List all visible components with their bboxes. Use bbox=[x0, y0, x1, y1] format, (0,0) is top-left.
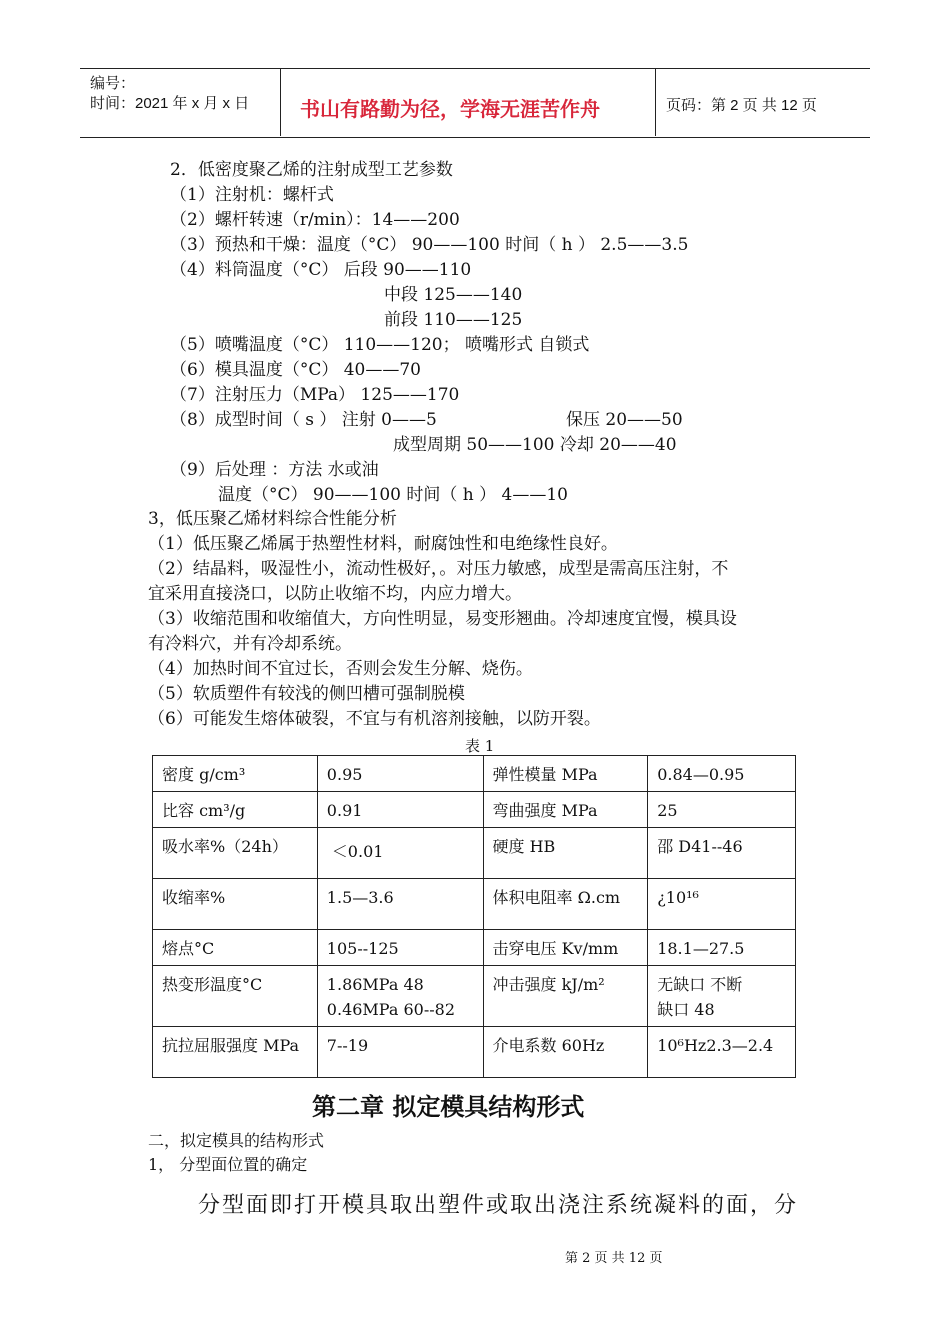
param-line: 保压 20——50 bbox=[566, 410, 683, 430]
table-cell: 10⁶Hz2.3—2.4 bbox=[648, 1027, 796, 1078]
param-line: （4）料筒温度（°C） 后段 90——110 bbox=[170, 260, 472, 280]
body-text: 分型面即打开模具取出塑件或取出浇注系统凝料的面，分 bbox=[198, 1193, 799, 1218]
param-line: （5）喷嘴温度（°C） 110——120； 喷嘴形式 自锁式 bbox=[170, 335, 590, 355]
table-cell: 无缺口 不断 缺口 48 bbox=[648, 966, 796, 1027]
table-row bbox=[153, 792, 796, 828]
section-title: 2．低密度聚乙烯的注射成型工艺参数 bbox=[170, 160, 453, 180]
properties-table bbox=[152, 755, 796, 1078]
table-row bbox=[153, 930, 796, 966]
table-cell: 冲击强度 kJ/m² bbox=[483, 966, 648, 1027]
table-cell: 抗拉屈服强度 MPa bbox=[153, 1027, 318, 1078]
param-line: 中段 125——140 bbox=[384, 285, 523, 305]
section-title: 3，低压聚乙烯材料综合性能分析 bbox=[148, 509, 397, 529]
table-row bbox=[153, 756, 796, 792]
table-cell: 7--19 bbox=[317, 1027, 483, 1078]
chapter-title: 第二章 拟定模具结构形式 bbox=[312, 1093, 585, 1121]
table-cell: 0.84—0.95 bbox=[648, 756, 796, 792]
analysis-line: （1）低压聚乙烯属于热塑性材料，耐腐蚀性和电绝缘性良好。 bbox=[148, 534, 618, 554]
header-divider bbox=[655, 68, 656, 136]
analysis-line: 有冷料穴，并有冷却系统。 bbox=[148, 634, 352, 654]
param-line: （3）预热和干燥：温度（°C） 90——100 时间（ h ） 2.5——3.5 bbox=[170, 235, 689, 255]
table-cell: 体积电阻率 Ω.cm bbox=[483, 879, 648, 930]
param-line: （2）螺杆转速（r/min）：14——200 bbox=[170, 210, 460, 230]
param-line: （6）模具温度（°C） 40——70 bbox=[170, 360, 421, 380]
table-cell: 1.5—3.6 bbox=[317, 879, 483, 930]
param-line: 成型周期 50——100 冷却 20——40 bbox=[393, 435, 677, 455]
table-cell: 击穿电压 Kv/mm bbox=[483, 930, 648, 966]
table-cell: 吸水率%（24h） bbox=[153, 828, 318, 879]
analysis-line: 宜采用直接浇口，以防止收缩不均，内应力增大。 bbox=[148, 584, 522, 604]
param-line: 温度（°C） 90——100 时间（ h ） 4——10 bbox=[218, 485, 569, 505]
table-cell: 介电系数 60Hz bbox=[483, 1027, 648, 1078]
param-line: （8）成型时间（ s ） 注射 0——5 bbox=[170, 410, 437, 430]
table-cell: 弯曲强度 MPa bbox=[483, 792, 648, 828]
param-line: （9）后处理 ：方法 水或油 bbox=[170, 460, 379, 480]
header-divider bbox=[280, 68, 281, 136]
analysis-line: （6）可能发生熔体破裂，不宜与有机溶剂接触，以防开裂。 bbox=[148, 709, 601, 729]
table-row bbox=[153, 966, 796, 1027]
subheading: 二，拟定模具的结构形式 bbox=[148, 1131, 325, 1150]
table-cell: 比容 cm³/g bbox=[153, 792, 318, 828]
table-cell: 熔点°C bbox=[153, 930, 318, 966]
table-cell: 18.1—27.5 bbox=[648, 930, 796, 966]
table-cell: 邵 D41--46 bbox=[648, 828, 796, 879]
analysis-line: （5）软质塑件有较浅的侧凹槽可强制脱模 bbox=[148, 684, 465, 704]
analysis-line: （2）结晶料，吸湿性小，流动性极好，。对压力敏感，成型是需高压注射，不 bbox=[148, 559, 729, 579]
header-motto: 书山有路勤为径，学海无涯苦作舟 bbox=[300, 99, 600, 121]
table-cell: ¿10¹⁶ bbox=[648, 879, 796, 930]
param-line: （1）注射机：螺杆式 bbox=[170, 185, 334, 205]
analysis-line: （4）加热时间不宜过长，否则会发生分解、烧伤。 bbox=[148, 659, 533, 679]
table-cell: ＜0.01 bbox=[317, 828, 483, 879]
table-row bbox=[153, 879, 796, 930]
param-line: 前段 110——125 bbox=[384, 310, 523, 330]
subheading: 1， 分型面位置的确定 bbox=[148, 1155, 308, 1174]
table-cell: 弹性模量 MPa bbox=[483, 756, 648, 792]
table-caption: 表 1 bbox=[465, 737, 495, 755]
table-cell: 硬度 HB bbox=[483, 828, 648, 879]
page-info: 页码：第 2 页 共 12 页 bbox=[666, 97, 817, 114]
table-row bbox=[153, 828, 796, 879]
param-line: （7）注射压力（MPa） 125——170 bbox=[170, 385, 460, 405]
table-cell: 25 bbox=[648, 792, 796, 828]
page-footer: 第 2 页 共 12 页 bbox=[565, 1251, 663, 1266]
table-cell: 热变形温度°C bbox=[153, 966, 318, 1027]
table-cell: 0.91 bbox=[317, 792, 483, 828]
table-cell: 1.86MPa 48 0.46MPa 60--82 bbox=[317, 966, 483, 1027]
time-label: 时间：2021 年 x 月 x 日 bbox=[90, 95, 250, 112]
table-cell: 收缩率% bbox=[153, 879, 318, 930]
analysis-line: （3）收缩范围和收缩值大，方向性明显，易变形翘曲。冷却速度宜慢，模具设 bbox=[148, 609, 737, 629]
code-label: 编号： bbox=[90, 75, 136, 92]
table-row bbox=[153, 1027, 796, 1078]
table-cell: 105--125 bbox=[317, 930, 483, 966]
table-cell: 密度 g/cm³ bbox=[153, 756, 318, 792]
table-cell: 0.95 bbox=[317, 756, 483, 792]
